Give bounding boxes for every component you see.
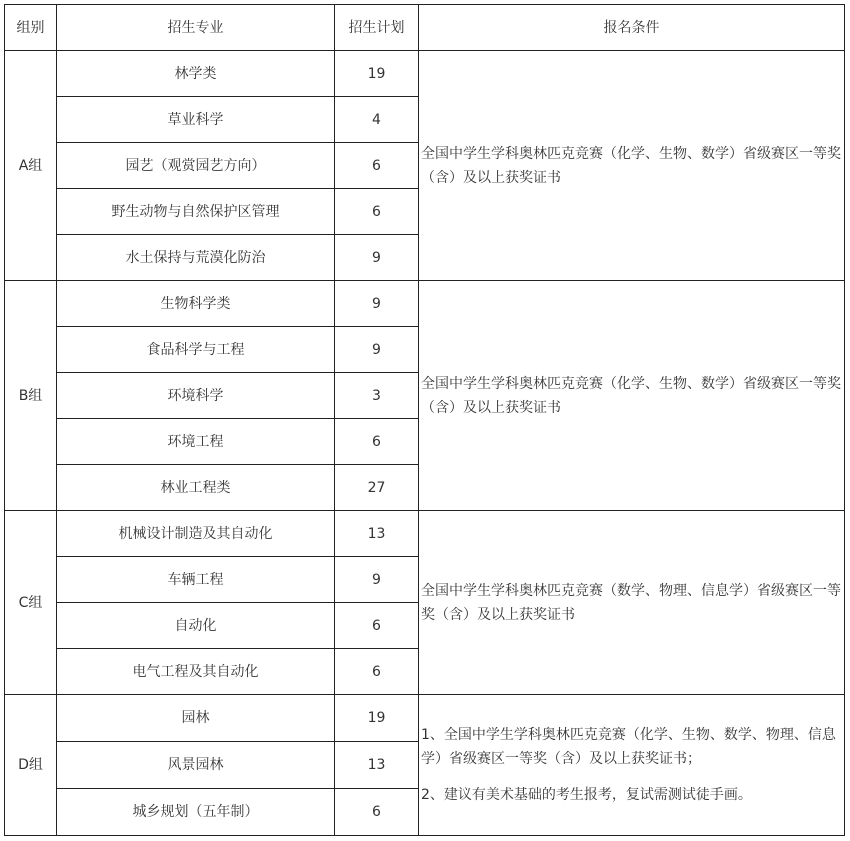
group-a-label: A组 xyxy=(5,51,57,281)
plan-cell: 6 xyxy=(335,143,419,189)
plan-cell: 6 xyxy=(335,189,419,235)
table-row xyxy=(5,281,845,327)
plan-cell: 19 xyxy=(335,51,419,97)
group-c-label: C组 xyxy=(5,511,57,695)
major-cell: 环境工程 xyxy=(57,419,335,465)
plan-cell: 3 xyxy=(335,373,419,419)
group-d-label: D组 xyxy=(5,695,57,836)
major-cell: 机械设计制造及其自动化 xyxy=(57,511,335,557)
major-cell: 林学类 xyxy=(57,51,335,97)
plan-cell: 9 xyxy=(335,557,419,603)
group-d-condition xyxy=(419,695,845,836)
table-row xyxy=(5,511,845,557)
group-b-condition: 全国中学生学科奥林匹克竞赛（化学、生物、数学）省级赛区一等奖（含）及以上获奖证书 xyxy=(419,281,845,511)
condition-item-2: 2、建议有美术基础的考生报考，复试需测试徒手画。 xyxy=(421,787,752,803)
major-cell: 园艺（观赏园艺方向） xyxy=(57,143,335,189)
major-cell: 电气工程及其自动化 xyxy=(57,649,335,695)
plan-cell: 9 xyxy=(335,235,419,281)
major-cell: 野生动物与自然保护区管理 xyxy=(57,189,335,235)
table-row xyxy=(5,695,845,742)
plan-cell: 9 xyxy=(335,327,419,373)
plan-cell: 13 xyxy=(335,742,419,789)
plan-cell: 13 xyxy=(335,511,419,557)
group-a-condition: 全国中学生学科奥林匹克竞赛（化学、生物、数学）省级赛区一等奖（含）及以上获奖证书 xyxy=(419,51,845,281)
major-cell: 自动化 xyxy=(57,603,335,649)
header-major: 招生专业 xyxy=(57,5,335,51)
major-cell: 风景园林 xyxy=(57,742,335,789)
plan-cell: 6 xyxy=(335,789,419,836)
major-cell: 草业科学 xyxy=(57,97,335,143)
header-group: 组别 xyxy=(5,5,57,51)
header-condition: 报名条件 xyxy=(419,5,845,51)
plan-cell: 19 xyxy=(335,695,419,742)
major-cell: 生物科学类 xyxy=(57,281,335,327)
plan-cell: 6 xyxy=(335,603,419,649)
header-plan: 招生计划 xyxy=(335,5,419,51)
header-row xyxy=(5,5,845,51)
table-row xyxy=(5,51,845,97)
group-c-condition: 全国中学生学科奥林匹克竞赛（数学、物理、信息学）省级赛区一等奖（含）及以上获奖证书 xyxy=(419,511,845,695)
major-cell: 车辆工程 xyxy=(57,557,335,603)
major-cell: 城乡规划（五年制） xyxy=(57,789,335,836)
major-cell: 环境科学 xyxy=(57,373,335,419)
major-cell: 林业工程类 xyxy=(57,465,335,511)
plan-cell: 6 xyxy=(335,419,419,465)
plan-cell: 6 xyxy=(335,649,419,695)
plan-cell: 27 xyxy=(335,465,419,511)
plan-cell: 9 xyxy=(335,281,419,327)
group-b-label: B组 xyxy=(5,281,57,511)
enrollment-table xyxy=(4,4,845,836)
plan-cell: 4 xyxy=(335,97,419,143)
major-cell: 食品科学与工程 xyxy=(57,327,335,373)
condition-item-1: 1、全国中学生学科奥林匹克竞赛（化学、生物、数学、物理、信息学）省级赛区一等奖（含）及以上获奖证书； xyxy=(421,727,836,767)
major-cell: 园林 xyxy=(57,695,335,742)
major-cell: 水土保持与荒漠化防治 xyxy=(57,235,335,281)
